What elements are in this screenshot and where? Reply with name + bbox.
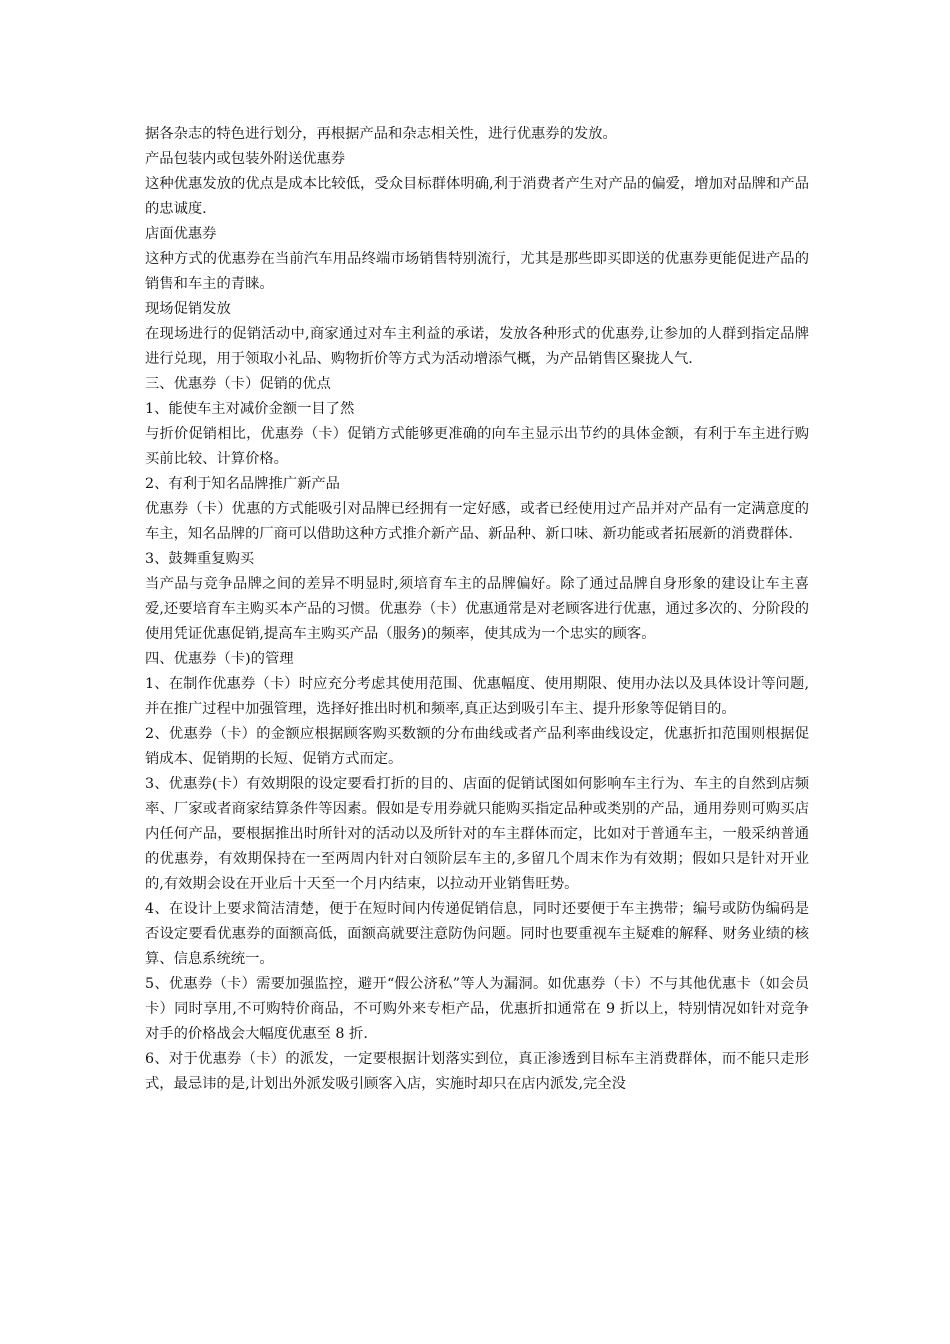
heading-package-coupon: 产品包装内或包装外附送优惠券 <box>145 151 346 167</box>
paragraph-advantage-1: 与折价促销相比，优惠券（卡）促销方式能够更准确的向车主显示出节约的具体金额，有利于车主进行购买前比较、计算价格。 <box>145 426 809 467</box>
document-body <box>145 122 809 1097</box>
paragraph-advantage-3: 当产品与竞争品牌之间的差异不明显时,须培育车主的品牌偏好。除了通过品牌自身形象的建设让车主喜爱,还要培育车主购买本产品的习惯。优惠券（卡）优惠通常是对老顾客进行优惠，通过多次的、分阶段的使用凭证优惠促销,提高车主购买产品（服务)的频率，使其成为一个忠实的顾客。 <box>145 576 809 642</box>
paragraph-management-5: 5、优惠券（卡）需要加强监控，避开“假公济私”等人为漏洞。如优惠券（卡）不与其他优惠卡（如会员卡）同时享用,不可购特价商品，不可购外来专柜产品，优惠折扣通常在 9 折以上，特别情况如针对竞争对手的价格战会大幅度优惠至 8 折. <box>145 976 809 1042</box>
paragraph-management-4: 4、在设计上要求简洁清楚，便于在短时间内传递促销信息，同时还要便于车主携带；编号或防伪编码是否设定要看优惠券的面额高低，面额高就要注意防伪问题。同时也要重视车主疑难的解释、财务业绩的核算、信息系统统一。 <box>145 901 809 967</box>
heading-onsite-promotion: 现场促销发放 <box>145 301 231 317</box>
heading-section-4: 四、优惠券（卡)的管理 <box>145 651 294 667</box>
paragraph-onsite-promotion: 在现场进行的促销活动中,商家通过对车主利益的承诺，发放各种形式的优惠券,让参加的人群到指定品牌进行兑现，用于领取小礼品、购物折价等方式为活动增添气概，为产品销售区聚拢人气. <box>145 326 809 367</box>
paragraph-advantage-2: 优惠券（卡）优惠的方式能吸引对品牌已经拥有一定好感，或者已经使用过产品并对产品有一定满意度的车主，知名品牌的厂商可以借助这种方式推介新产品、新品种、新口味、新功能或者拓展新的消费群体. <box>145 501 809 542</box>
heading-store-coupon: 店面优惠券 <box>145 226 217 242</box>
paragraph-management-3: 3、优惠券(卡）有效期限的设定要看打折的目的、店面的促销试图如何影响车主行为、车主的自然到店频率、厂家或者商家结算条件等因素。假如是专用券就只能购买指定品种或类别的产品，通用券则可购买店内任何产品，要根据推出时所针对的活动以及所针对的车主群体而定，比如对于普通车主，一般采纳普通的优惠券，有效期保持在一至两周内针对白领阶层车主的,多留几个周末作为有效期；假如只是针对开业的,有效期会设在开业后十天至一个月内结束，以拉动开业销售旺势。 <box>145 776 809 892</box>
heading-advantage-3: 3、鼓舞重复购买 <box>145 551 255 567</box>
heading-advantage-1: 1、能使车主对减价金额一目了然 <box>145 401 355 417</box>
paragraph-package-coupon: 这种优惠发放的优点是成本比较低，受众目标群体明确,利于消费者产生对产品的偏爱，增加对品牌和产品的忠诚度. <box>145 176 809 217</box>
heading-advantage-2: 2、有利于知名品牌推广新产品 <box>145 476 340 492</box>
heading-section-3: 三、优惠券（卡）促销的优点 <box>145 376 331 392</box>
paragraph-store-coupon: 这种方式的优惠券在当前汽车用品终端市场销售特别流行，尤其是那些即买即送的优惠券更能促进产品的销售和车主的青睐。 <box>145 251 809 292</box>
paragraph-management-6: 6、对于优惠券（卡）的派发，一定要根据计划落实到位，真正渗透到目标车主消费群体，而不能只走形式，最忌讳的是,计划出外派发吸引顾客入店，实施时却只在店内派发,完全没 <box>145 1051 809 1092</box>
paragraph-management-1: 1、在制作优惠券（卡）时应充分考虑其使用范围、优惠幅度、使用期限、使用办法以及具体设计等问题,并在推广过程中加强管理，选择好推出时机和频率,真正达到吸引车主、提升形象等促销目的。 <box>145 676 809 717</box>
paragraph-intro-magazine: 据各杂志的特色进行划分，再根据产品和杂志相关性，进行优惠券的发放。 <box>145 126 617 142</box>
paragraph-management-2: 2、优惠券（卡）的金额应根据顾客购买数额的分布曲线或者产品利率曲线设定，优惠折扣范围则根据促销成本、促销期的长短、促销方式而定。 <box>145 726 809 767</box>
